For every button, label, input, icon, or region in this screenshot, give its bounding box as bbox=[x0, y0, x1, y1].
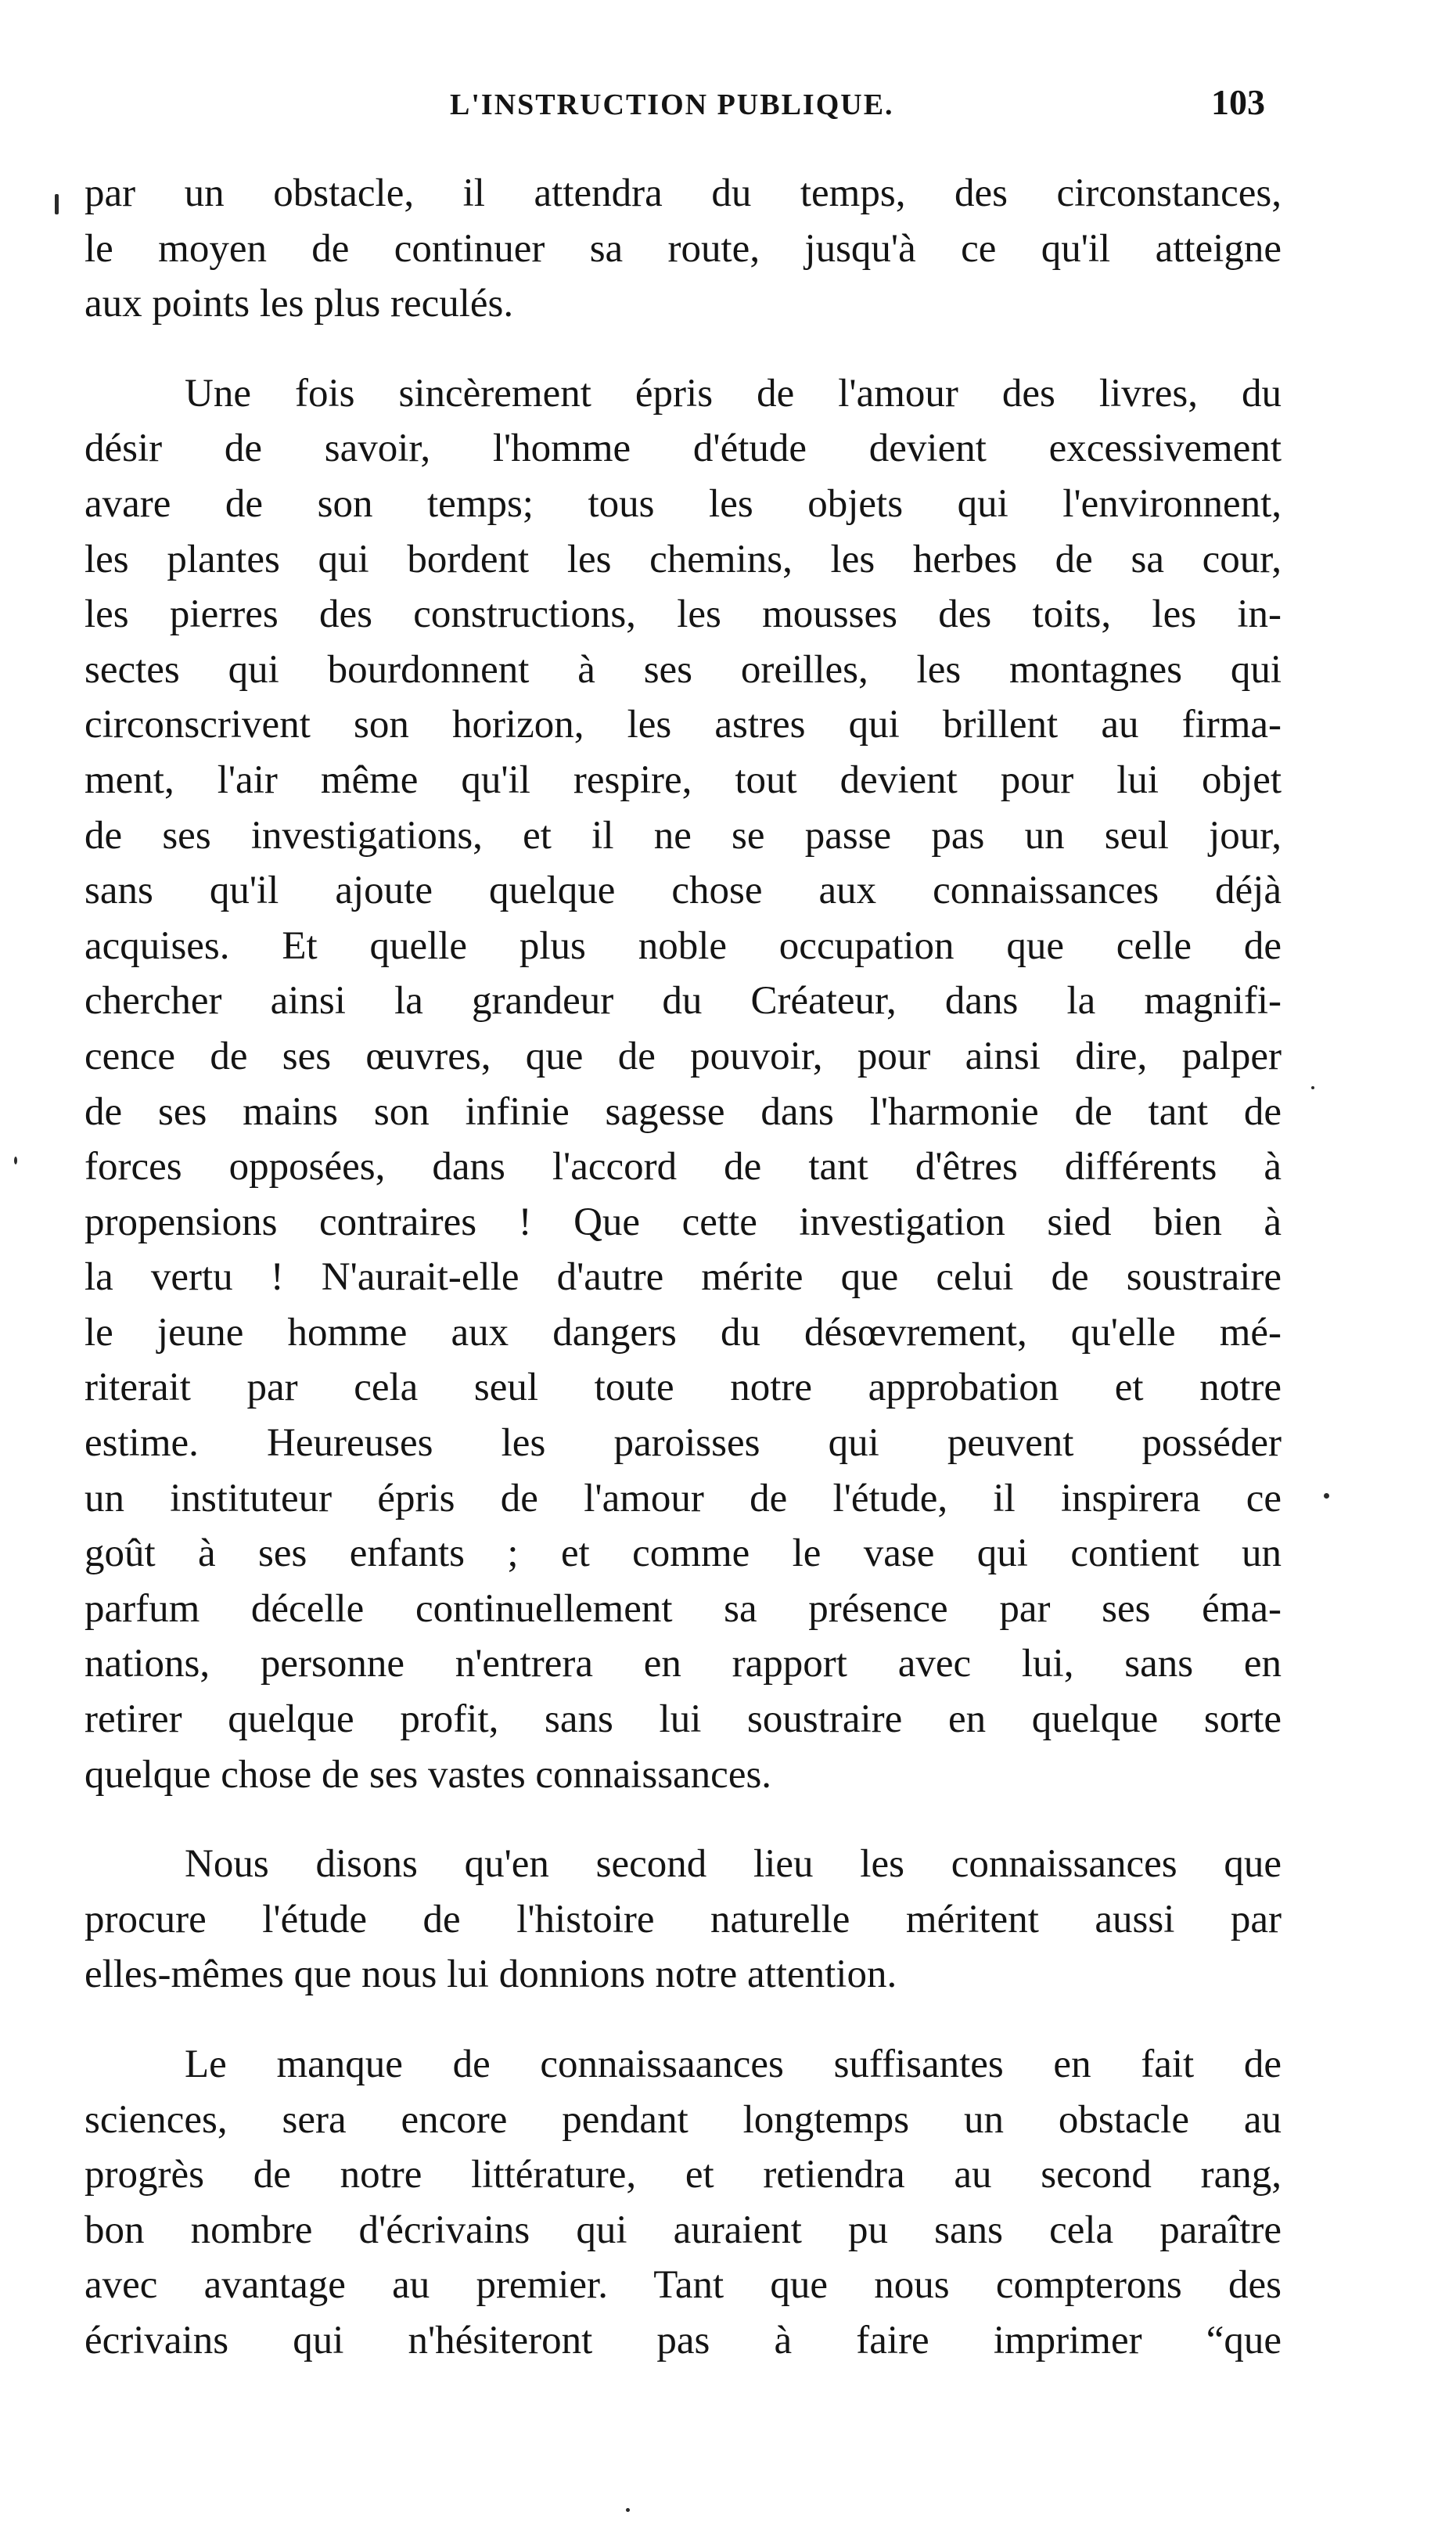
text-line: chercher ainsi la grandeur du Créateur, dans la magnifi- bbox=[84, 979, 1282, 1024]
text-line: quelque chose de ses vastes connaissances. bbox=[84, 1752, 772, 1797]
paragraph bbox=[84, 2037, 1282, 2369]
text-line: sciences, sera encore pendant longtemps un obstacle au bbox=[84, 2097, 1282, 2142]
text-line: procure l'étude de l'histoire naturelle méritent aussi par bbox=[84, 1897, 1282, 1941]
text-line: riterait par cela seul toute notre approbation et notre bbox=[84, 1366, 1282, 1410]
text-line: sans qu'il ajoute quelque chose aux connaissances déjà bbox=[84, 869, 1282, 913]
paragraph bbox=[84, 166, 1282, 332]
text-line: les plantes qui bordent les chemins, les herbes de sa cour, bbox=[84, 537, 1282, 581]
text-line: progrès de notre littérature, et retiendra au second rang, bbox=[84, 2153, 1282, 2197]
text-line: de ses mains son infinie sagesse dans l'harmonie de tant de bbox=[84, 1089, 1282, 1134]
paragraph-gap bbox=[84, 2003, 1282, 2037]
text-line: goût à ses enfants ; et comme le vase qui contient un bbox=[84, 1531, 1282, 1576]
text-line: les pierres des constructions, les mousses des toits, les in- bbox=[84, 592, 1282, 637]
text-line: parfum décelle continuellement sa présence par ses éma- bbox=[84, 1586, 1282, 1631]
paragraph bbox=[84, 1837, 1282, 2003]
text-line: propensions contraires ! Que cette investigation sied bien à bbox=[84, 1200, 1282, 1244]
ink-speck bbox=[14, 1157, 17, 1164]
text-line: Une fois sincèrement épris de l'amour des livres, du bbox=[185, 371, 1282, 416]
text-line: cence de ses œuvres, que de pouvoir, pour ainsi dire, palper bbox=[84, 1034, 1282, 1078]
text-line: circonscrivent son horizon, les astres qui brillent au firma- bbox=[84, 703, 1282, 747]
ink-speck bbox=[1311, 1086, 1314, 1089]
margin-bracket-mark bbox=[55, 194, 59, 214]
text-line: un instituteur épris de l'amour de l'étude, il inspirera ce bbox=[84, 1476, 1282, 1520]
text-line: bon nombre d'écrivains qui auraient pu sans cela paraître bbox=[84, 2208, 1282, 2252]
text-line: retirer quelque profit, sans lui soustraire en quelque sorte bbox=[84, 1697, 1282, 1742]
text-line: écrivains qui n'hésiteront pas à faire imprimer “que bbox=[84, 2318, 1282, 2362]
ink-speck bbox=[626, 2508, 630, 2512]
text-line: ment, l'air même qu'il respire, tout devient pour lui objet bbox=[84, 758, 1282, 802]
ink-speck bbox=[1324, 1493, 1329, 1499]
text-line: de ses investigations, et il ne se passe pas un seul jour, bbox=[84, 813, 1282, 858]
running-title: L'INSTRUCTION PUBLIQUE. bbox=[450, 88, 894, 121]
text-line: forces opposées, dans l'accord de tant d'êtres différents à bbox=[84, 1145, 1282, 1189]
body-text bbox=[84, 166, 1282, 2369]
text-line: avare de son temps; tous les objets qui l'environnent, bbox=[84, 481, 1282, 526]
text-line: avec avantage au premier. Tant que nous compterons des bbox=[84, 2263, 1282, 2308]
text-line: elles-mêmes que nous lui donnions notre attention. bbox=[84, 1952, 897, 1997]
text-line: sectes qui bourdonnent à ses oreilles, les montagnes qui bbox=[84, 647, 1282, 692]
text-line: la vertu ! N'aurait-elle d'autre mérite que celui de soustraire bbox=[84, 1255, 1282, 1300]
text-line: nations, personne n'entrera en rapport avec lui, sans en bbox=[84, 1642, 1282, 1686]
page-number: 103 bbox=[1211, 82, 1265, 122]
text-line: Le manque de connaissaances suffisantes en fait de bbox=[185, 2042, 1282, 2086]
text-line: acquises. Et quelle plus noble occupation que celle de bbox=[84, 923, 1282, 968]
paragraph bbox=[84, 366, 1282, 1802]
text-line: estime. Heureuses les paroisses qui peuvent posséder bbox=[84, 1421, 1282, 1466]
text-line: Nous disons qu'en second lieu les connaissances que bbox=[185, 1842, 1282, 1887]
text-line: par un obstacle, il attendra du temps, des circonstances, bbox=[84, 171, 1282, 215]
paragraph-gap bbox=[84, 1802, 1282, 1837]
text-line: le jeune homme aux dangers du désœvrement, qu'elle mé- bbox=[84, 1310, 1282, 1355]
text-line: aux points les plus reculés. bbox=[84, 282, 514, 326]
paragraph-gap bbox=[84, 332, 1282, 366]
text-line: désir de savoir, l'homme d'étude devient excessivement bbox=[84, 426, 1282, 471]
text-line: le moyen de continuer sa route, jusqu'à ce qu'il atteigne bbox=[84, 226, 1282, 271]
